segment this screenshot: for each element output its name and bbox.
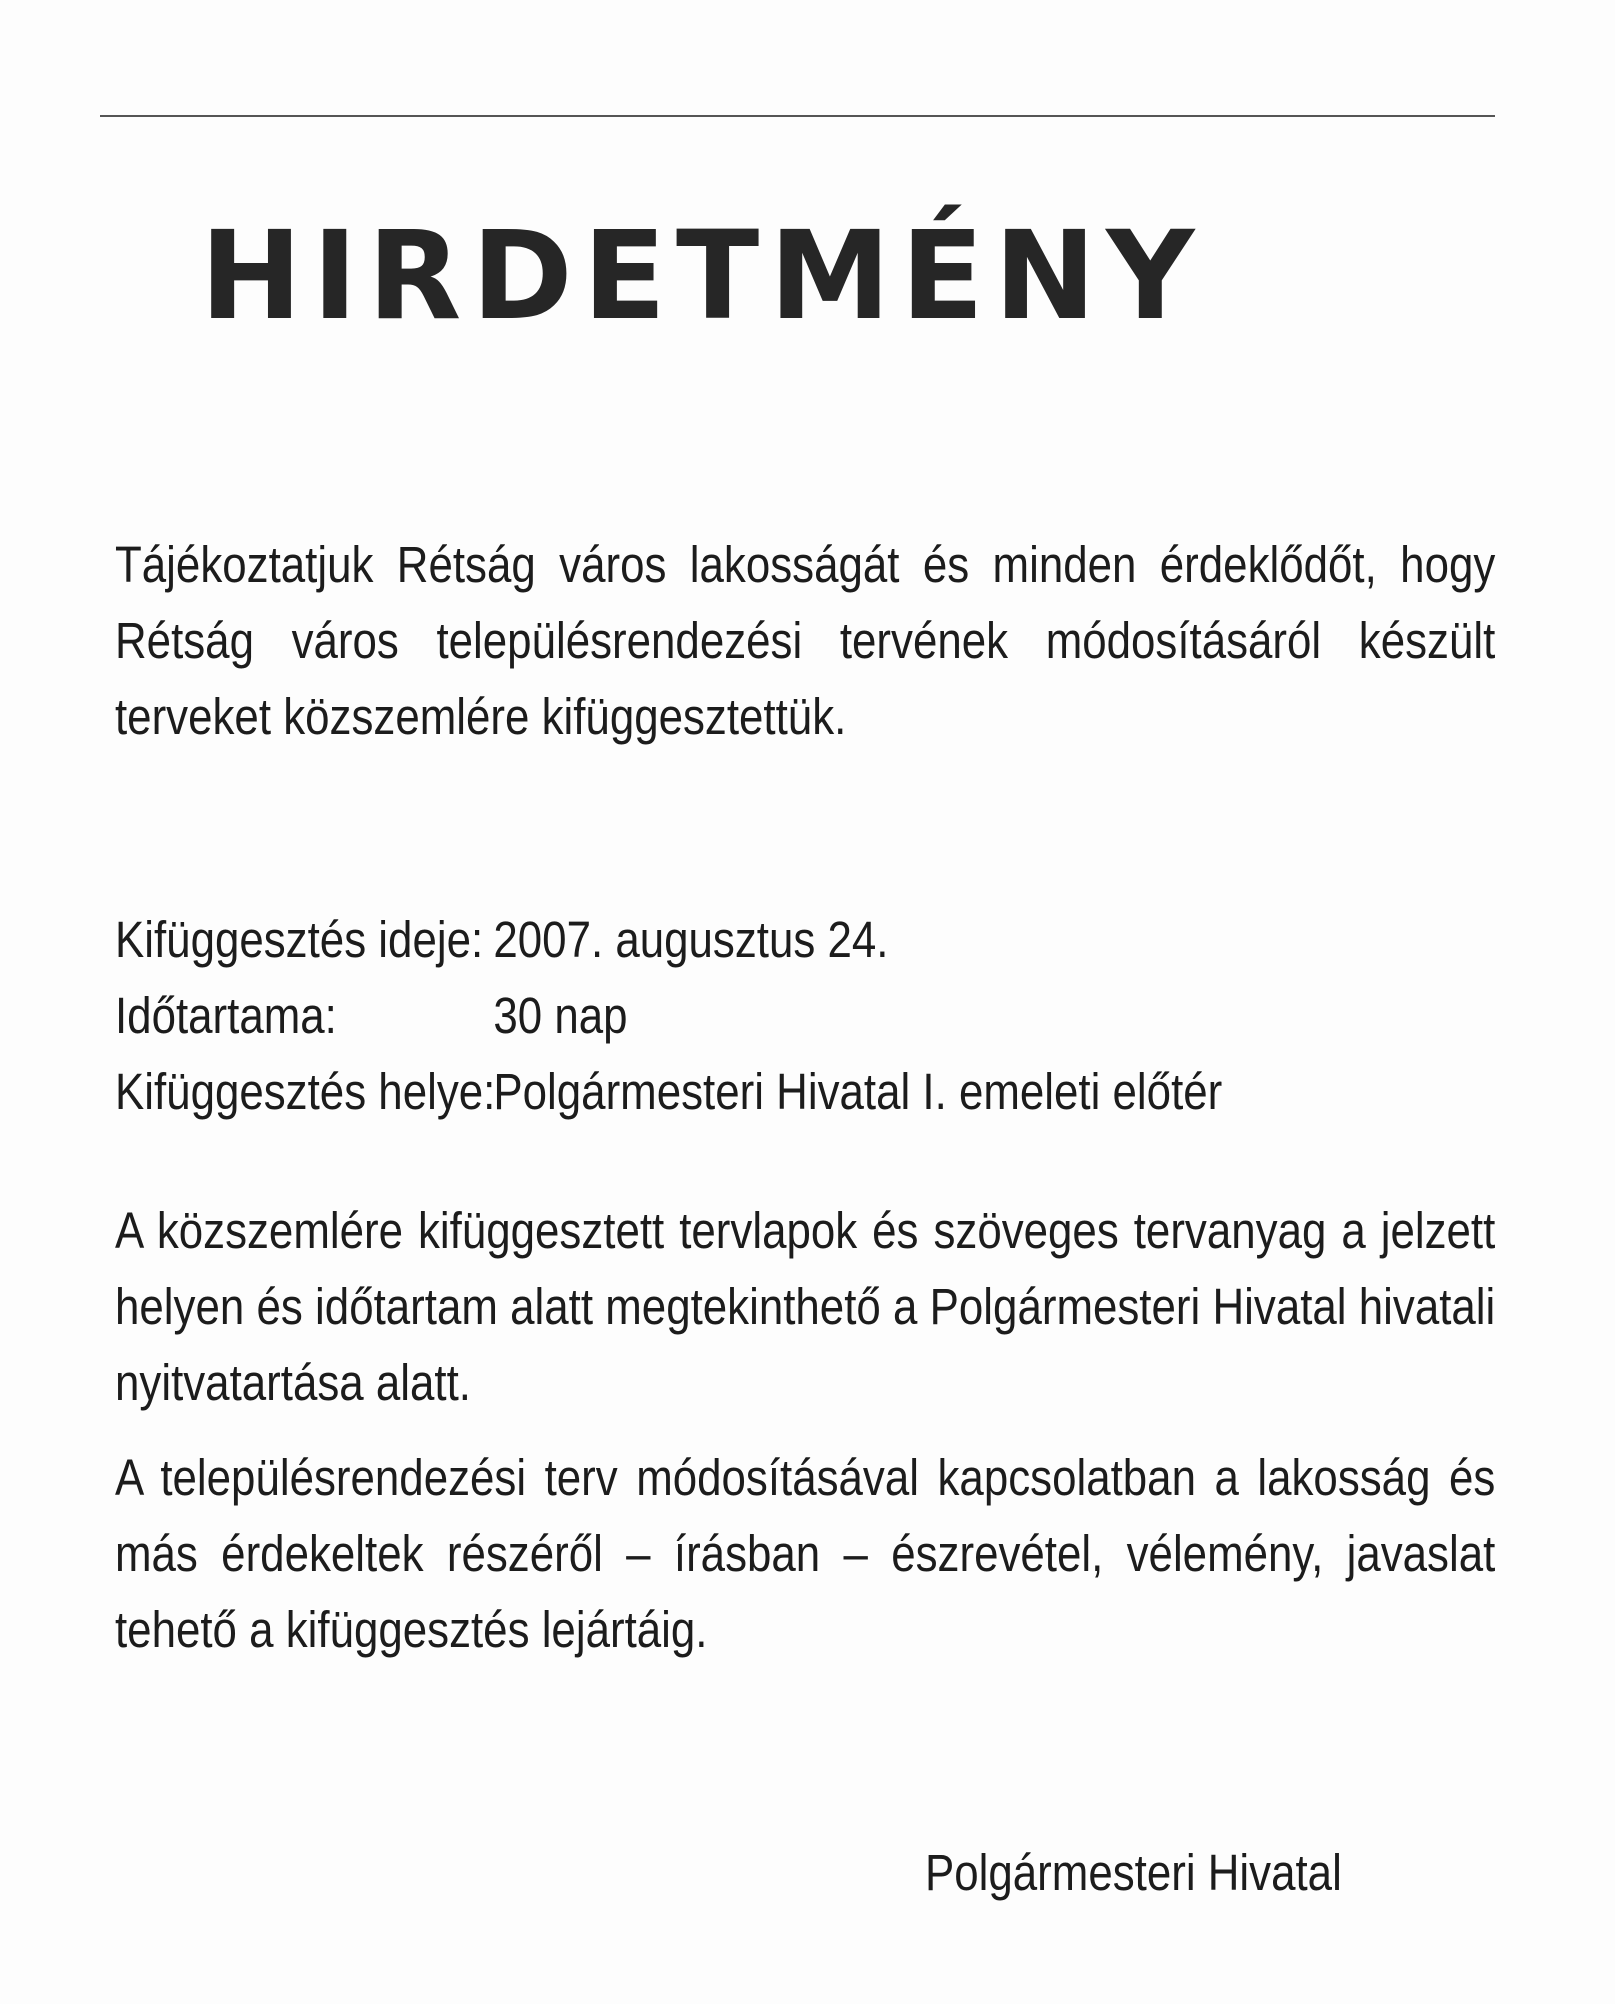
detail-value: 30 nap [493,987,628,1044]
page-title: HIRDETMÉNY [200,205,1205,347]
intro-paragraph [115,527,1496,755]
details-block [115,902,1222,1130]
top-divider [100,115,1495,117]
detail-label: Időtartama: [115,987,337,1044]
detail-row-location [115,1054,1222,1130]
detail-value: Polgármesteri Hivatal I. emeleti előtér [493,1063,1223,1120]
detail-value: 2007. augusztus 24. [493,911,889,968]
detail-label: Kifüggesztés helye: [115,1063,496,1120]
intro-paragraph-text: Tájékoztatjuk Rétság város lakosságát és minden érdeklődőt, hogy Rétság város településrendezési tervének módosításáról készült terveket közszemlére kifüggesztettük. [115,536,1496,745]
detail-row-date [115,902,1222,978]
comments-paragraph-text: A településrendezési terv módosításával kapcsolatban a lakosság és más érdekeltek részéről – írásban – észrevétel, vélemény, javaslat tehető a kifüggesztés lejártáig. [115,1449,1496,1658]
detail-row-duration [115,978,1222,1054]
comments-paragraph [115,1440,1496,1668]
viewing-paragraph [115,1193,1496,1421]
detail-label: Kifüggesztés ideje: [115,911,484,968]
signature: Polgármesteri Hivatal [925,1844,1342,1901]
viewing-paragraph-text: A közszemlére kifüggesztett tervlapok és szöveges tervanyag a jelzett helyen és időtartam alatt megtekinthető a Polgármesteri Hivatal hivatali nyitvatartása alatt. [115,1202,1496,1411]
